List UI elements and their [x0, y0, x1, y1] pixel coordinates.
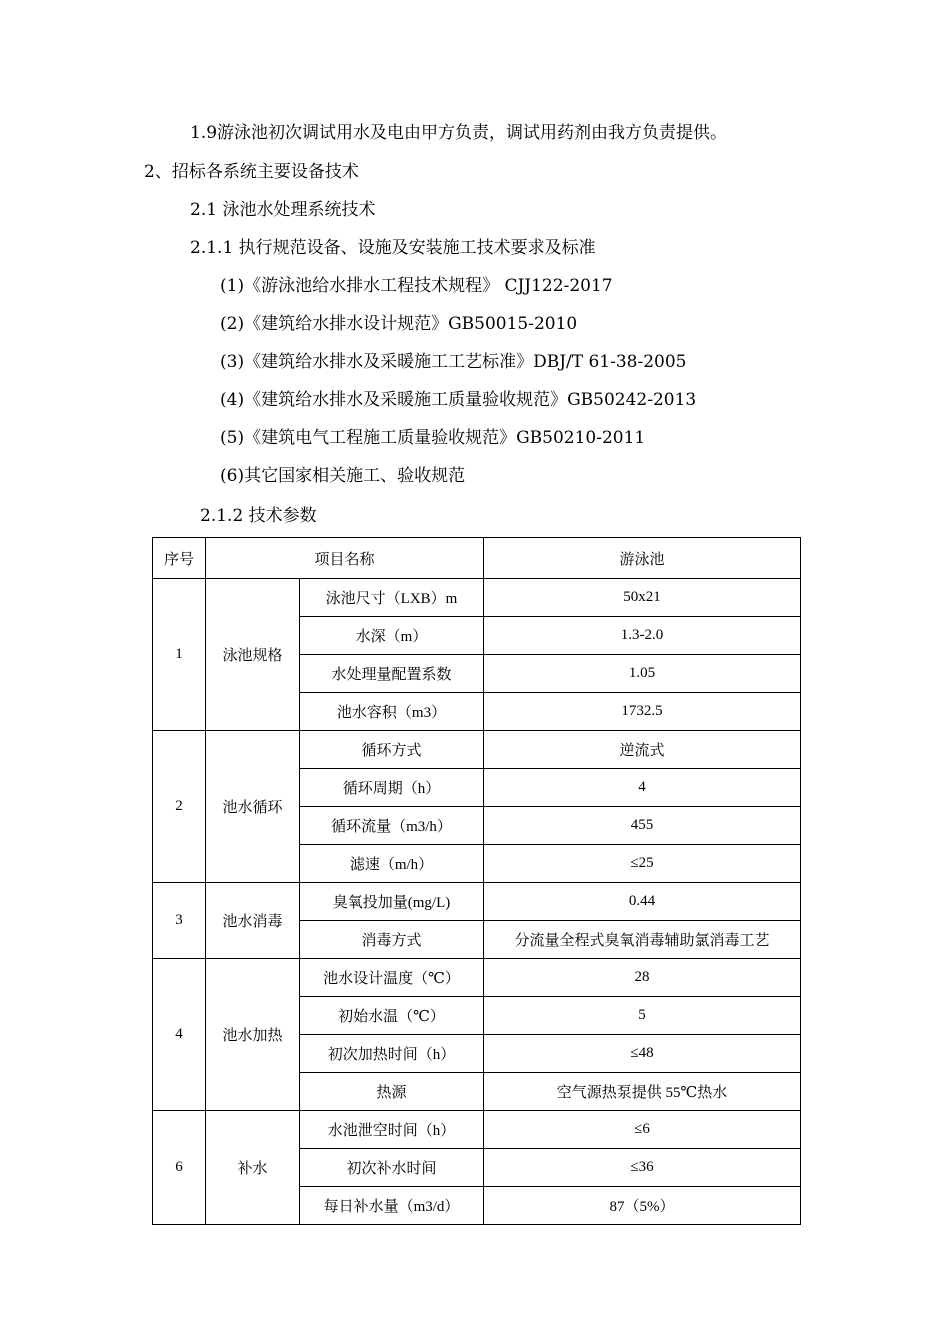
technical-parameters-table	[152, 537, 801, 1225]
param-value: 1732.5	[484, 693, 801, 731]
param-value: 1.05	[484, 655, 801, 693]
param-value: 50x21	[484, 579, 801, 617]
header-no: 序号	[153, 538, 206, 579]
heading-2-1: 2.1 泳池水处理系统技术	[190, 200, 376, 220]
standard-item: (3)《建筑给水排水及采暖施工工艺标准》DBJ/T 61-38-2005	[220, 352, 687, 372]
param-name: 初始水温（℃）	[300, 997, 484, 1035]
group-no: 3	[153, 883, 206, 959]
table-row	[153, 959, 801, 997]
standard-item: (5)《建筑电气工程施工质量验收规范》GB50210-2011	[220, 428, 646, 448]
heading-2-1-1: 2.1.1 执行规范设备、设施及安装施工技术要求及标准	[190, 238, 596, 258]
header-value: 游泳池	[484, 538, 801, 579]
param-value: ≤36	[484, 1149, 801, 1187]
standard-item: (2)《建筑给水排水设计规范》GB50015-2010	[220, 314, 578, 334]
heading-2-1-2: 2.1.2 技术参数	[200, 506, 317, 526]
table-row	[153, 731, 801, 769]
param-value: 4	[484, 769, 801, 807]
param-name: 水深（m）	[300, 617, 484, 655]
param-name: 滤速（m/h）	[300, 845, 484, 883]
standard-item: (6)其它国家相关施工、验收规范	[220, 466, 466, 486]
table-header-row	[153, 538, 801, 579]
group-name: 补水	[206, 1111, 300, 1225]
standard-item: (4)《建筑给水排水及采暖施工质量验收规范》GB50242-2013	[220, 390, 697, 410]
param-name: 水池泄空时间（h）	[300, 1111, 484, 1149]
param-name: 池水容积（m3）	[300, 693, 484, 731]
group-no: 6	[153, 1111, 206, 1225]
group-name: 池水消毒	[206, 883, 300, 959]
param-name: 循环流量（m3/h）	[300, 807, 484, 845]
param-name: 每日补水量（m3/d）	[300, 1187, 484, 1225]
param-name: 循环周期（h）	[300, 769, 484, 807]
param-value: ≤25	[484, 845, 801, 883]
param-name: 消毒方式	[300, 921, 484, 959]
param-value: 455	[484, 807, 801, 845]
group-no: 4	[153, 959, 206, 1111]
group-no: 2	[153, 731, 206, 883]
param-value: 87（5%）	[484, 1187, 801, 1225]
param-name: 初次补水时间	[300, 1149, 484, 1187]
param-name: 池水设计温度（℃）	[300, 959, 484, 997]
param-value: ≤48	[484, 1035, 801, 1073]
param-value: 1.3-2.0	[484, 617, 801, 655]
param-value: ≤6	[484, 1111, 801, 1149]
header-item: 项目名称	[206, 538, 484, 579]
group-name: 池水加热	[206, 959, 300, 1111]
group-name: 泳池规格	[206, 579, 300, 731]
param-value: 空气源热泵提供 55℃热水	[484, 1073, 801, 1111]
param-name: 热源	[300, 1073, 484, 1111]
param-name: 水处理量配置系数	[300, 655, 484, 693]
param-name: 臭氧投加量(mg/L)	[300, 883, 484, 921]
group-no: 1	[153, 579, 206, 731]
param-value: 28	[484, 959, 801, 997]
table-row	[153, 1111, 801, 1149]
param-name: 循环方式	[300, 731, 484, 769]
standard-item: (1)《游泳池给水排水工程技术规程》 CJJ122-2017	[220, 276, 613, 296]
group-name: 池水循环	[206, 731, 300, 883]
param-value: 0.44	[484, 883, 801, 921]
heading-2: 2、招标各系统主要设备技术	[144, 162, 359, 182]
param-name: 泳池尺寸（LXB）m	[300, 579, 484, 617]
param-name: 初次加热时间（h）	[300, 1035, 484, 1073]
param-value: 分流量全程式臭氧消毒辅助氯消毒工艺	[484, 921, 801, 959]
paragraph-1-9: 1.9游泳池初次调试用水及电由甲方负责，调试用药剂由我方负责提供。	[190, 123, 728, 143]
table-row	[153, 883, 801, 921]
param-value: 逆流式	[484, 731, 801, 769]
table-row	[153, 579, 801, 617]
param-value: 5	[484, 997, 801, 1035]
